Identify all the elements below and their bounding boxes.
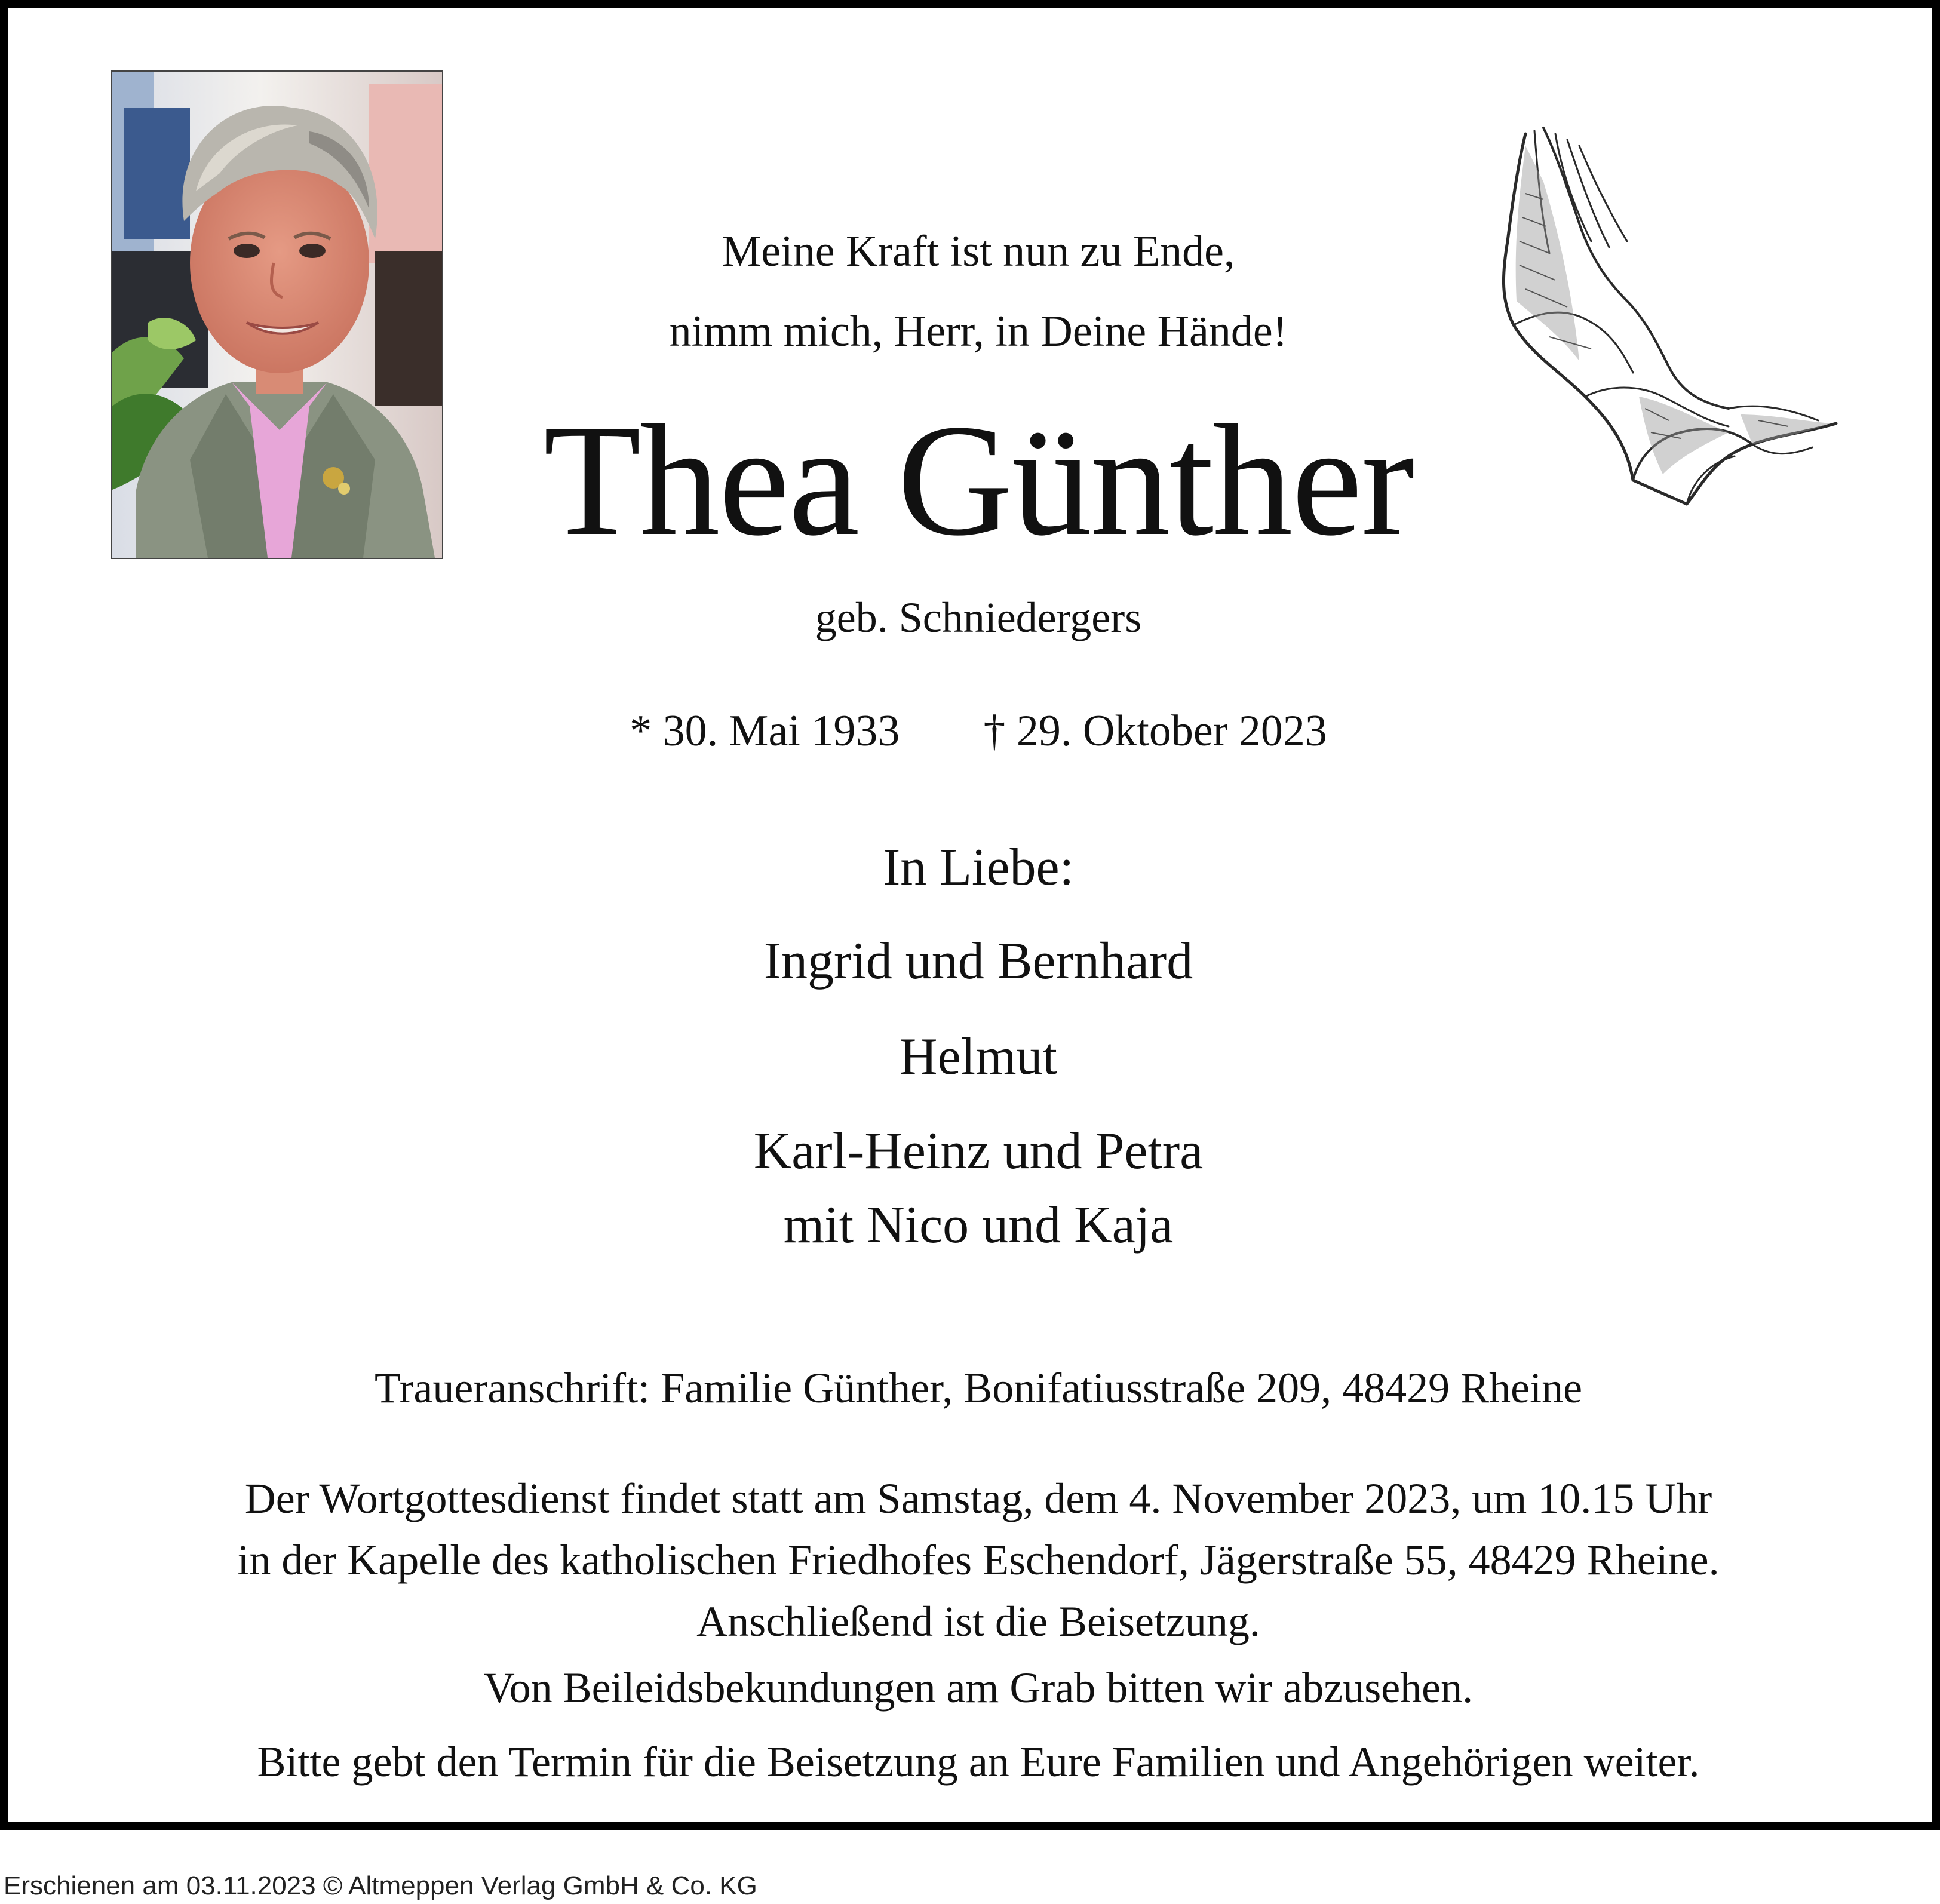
verse-line-2: nimm mich, Herr, in Deine Hände! bbox=[669, 307, 1288, 356]
in-love-heading: In Liebe: bbox=[882, 839, 1075, 896]
publication-credit: Erschienen am 03.11.2023 © Altmeppen Verlag GmbH & Co. KG bbox=[4, 1871, 757, 1900]
mourner-line: Ingrid und Bernhard bbox=[763, 932, 1193, 990]
mourner-line: Karl-Heinz und Petra bbox=[753, 1122, 1204, 1180]
deceased-name: Thea Günther bbox=[543, 391, 1414, 569]
mourning-address: Traueranschrift: Familie Günther, Bonifatiusstraße 209, 48429 Rheine bbox=[374, 1364, 1583, 1412]
mourner-line: mit Nico und Kaja bbox=[783, 1196, 1174, 1254]
birth-date: * 30. Mai 1933 bbox=[630, 707, 900, 756]
verse-line-1: Meine Kraft ist nun zu Ende, bbox=[722, 227, 1235, 276]
verse bbox=[8, 211, 1940, 371]
service-info bbox=[8, 1468, 1940, 1653]
service-line-1: Der Wortgottesdienst findet statt am Samstag, dem 4. November 2023, um 10.15 Uhr bbox=[244, 1475, 1712, 1522]
burial-notice: Bitte gebt den Termin für die Beisetzung an Eure Familien und Angehörigen weiter. bbox=[257, 1738, 1700, 1786]
mourner-line: Helmut bbox=[900, 1028, 1057, 1086]
service-line-2: in der Kapelle des katholischen Friedhofes Eschendorf, Jägerstraße 55, 48429 Rheine. bbox=[237, 1536, 1720, 1584]
condolence-note: Von Beileidsbekundungen am Grab bitten wir abzusehen. bbox=[483, 1664, 1474, 1712]
service-line-3: Anschließend ist die Beisetzung. bbox=[696, 1598, 1260, 1645]
birth-name: geb. Schniedergers bbox=[815, 594, 1142, 641]
life-dates bbox=[8, 701, 1940, 761]
death-date: † 29. Oktober 2023 bbox=[983, 707, 1327, 756]
